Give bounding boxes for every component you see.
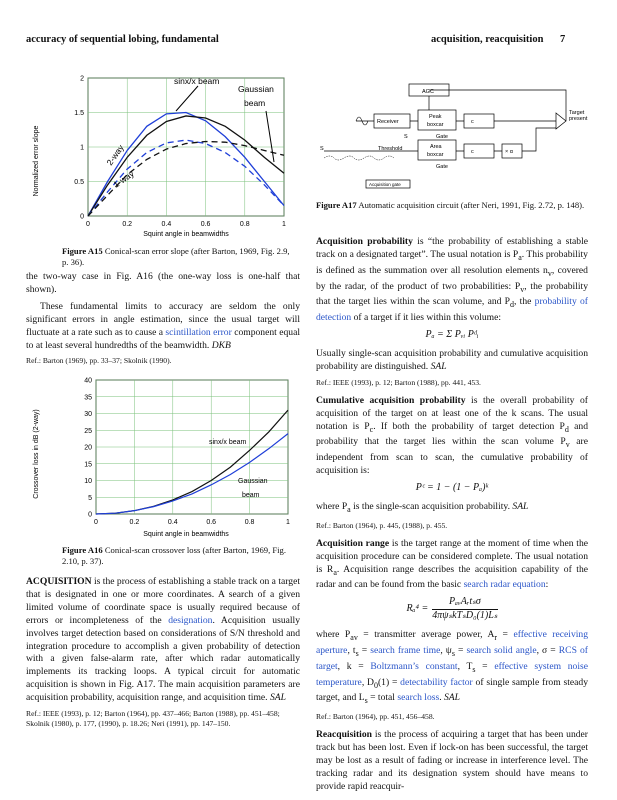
- a17-alpha: × α: [505, 149, 513, 155]
- c16-xtick-label: 0.6: [206, 519, 217, 526]
- c16-xtick-label: 0.4: [167, 519, 178, 526]
- term-acquisition-probability: Acquisition probability: [316, 236, 413, 247]
- term-acquisition-range: Acquisition range: [316, 537, 390, 549]
- acq-range-para: Acquisition range is the target range at the moment of time when the acquisition procedure can be considered complete. The usual notation is $R_a$. Acquisition range describes the acquisition capability of the radar and can be found from the basic search radar equation:: [316, 537, 589, 591]
- figure-a17-caption: [316, 200, 586, 211]
- link-detectability-factor[interactable]: detectability factor: [400, 676, 473, 688]
- c16-series-1: [96, 434, 288, 514]
- c16-ytick-label: 0: [88, 511, 92, 519]
- c16-xtick-label: 0.2: [129, 519, 140, 526]
- left-column-lower: [26, 576, 300, 736]
- a15-arrow-sinx: [176, 86, 198, 111]
- left-ref2: Ref.: IEEE (1993), p. 12; Barton (1964), pp. 437–466; Barton (1988), pp. 451–458; Skolnik (1980), p. 177, (1990), p. 18.26; Neri (1991), pp. 147–150.: [26, 709, 280, 729]
- a17-threshold: Threshold: [378, 146, 403, 152]
- c15-xtick-label: 0.6: [200, 221, 211, 228]
- c15-xtick-label: 0.8: [239, 221, 250, 228]
- a16-label-gaussian: Gaussian: [238, 478, 268, 485]
- c15-ytick-label: 1.5: [74, 110, 84, 117]
- a16-caption-label: Figure A16: [62, 545, 103, 555]
- c16-ytick-label: 15: [84, 461, 92, 469]
- c15-xtick-label: 1: [282, 221, 286, 228]
- right-ref5: Ref.: Barton (1964), pp. 451, 456–458.: [316, 712, 435, 722]
- a17-receiver: Receiver: [377, 119, 399, 125]
- link-rcs[interactable]: RCS of target: [316, 644, 588, 672]
- c16-ytick-label: 35: [84, 394, 92, 402]
- a17-s2: S: [320, 146, 324, 152]
- a17-acq-gate: Acquisition gate: [369, 182, 401, 187]
- c16-ytick-label: 20: [84, 444, 92, 452]
- link-search-frame-time[interactable]: search frame time: [370, 644, 441, 656]
- a17-area-boxcar: boxcar: [427, 152, 444, 158]
- c16-ytick-label: 40: [84, 377, 92, 385]
- a17-peak: Peak: [429, 114, 442, 120]
- figure-a16-chart: [26, 376, 296, 540]
- link-probability-of-detection[interactable]: probability of detection: [316, 296, 588, 324]
- figure-a15-chart: [26, 66, 296, 241]
- acq-range-where: where $P_{av}$ = transmitter average power, $A_r$ = effective receiving aperture, $t_s$ = search frame time, $\psi_s$ = search solid angle, σ = RCS of target, k = Boltzmann’s constant, $T_s$ = effective system noise temperature, $D_0(1)$ = detectability factor of single sample from steady target, and $L_s$ = total search loss. SAL: [316, 629, 588, 706]
- acq-probability-para: Acquisition probability is “the probability of establishing a stable track on a designated target”. The usual notation is $P_a$. This probability is defined as the summation over all resolution elements $n_v$, covered by the radar, of the product of two probabilities: $P_v$, the probability that the target lies within the scan volume, and $P_d$, the probability of detection of a target if it lies within this volume:: [316, 236, 589, 324]
- a16-caption-text: Conical-scan crossover loss (after Barton, 1969, Fig. 2.10, p. 37).: [62, 545, 286, 566]
- a17-gate1: Gate: [436, 134, 448, 140]
- page-number: 7: [560, 34, 566, 45]
- c16-ytick-label: 30: [84, 411, 92, 418]
- figure-a17-diagram: [316, 78, 598, 196]
- figure-a15-caption: [62, 246, 292, 268]
- c15-xtick-label: 0: [86, 221, 90, 228]
- a15-caption-label: Figure A15: [62, 246, 103, 256]
- link-search-loss[interactable]: search loss: [397, 692, 440, 704]
- c15-ytick-label: 2: [80, 75, 84, 83]
- a16-ylabel: Crossover loss in dB (2-way): [33, 409, 40, 499]
- a17-s1: S: [404, 134, 408, 140]
- a16-label-beam: beam: [242, 492, 260, 499]
- c15-xtick-label: 0.2: [122, 221, 133, 228]
- link-noise-temperature[interactable]: effective system noise temperature: [316, 660, 588, 688]
- a17-gate2: Gate: [436, 164, 448, 170]
- a16-label-sinx: sinx/x beam: [209, 439, 247, 446]
- c15-ytick-label: 0: [80, 213, 84, 221]
- a15-ylabel: Normalized error slope: [33, 125, 40, 197]
- a17-area: Area: [430, 144, 442, 150]
- equation-acq-range: Rₐ⁴ = PₐᵥAᵣtₛσ 4πψₛkTₛD₀(1)Lₛ: [406, 596, 498, 622]
- c15-ytick-label: 0.5: [74, 179, 84, 186]
- c15-xtick-label: 0.4: [161, 221, 172, 228]
- acquisition-para: ACQUISITION is the process of establishing a stable track on a target that is designated in one or more coordinates. A search of a given limited volume of coordinate space is usually required because of errors or incompleteness of the designation. Acquisition usually involves target detection based on considerations of S/N threshold and integration procedure to accomplish a given probability of detection with a given false-alarm rate, after which radar automatically implements its tracking loops. A typical circuit for automatic acquisition is shown in Fig. A17. The main acquisition parameters are acquisition probability, acquisition range, and acquisition time. SAL: [26, 576, 301, 704]
- cumulative-para: Cumulative acquisition probability is the overall probability of acquisition of the target on at least one of the k scans. The usual notation is $P_c$. If both the probability of target detection $P_d$ and probability that the target lies within the scan volume $P_v$ are independent from scan to scan, the cumulative probability of acquisition is:: [316, 394, 588, 477]
- right-column: [316, 236, 588, 798]
- a17-target: Target: [569, 110, 585, 116]
- a17-c2: c: [471, 149, 474, 155]
- running-header-right: acquisition, reacquisition: [431, 34, 544, 45]
- a17-target-present: present: [569, 116, 588, 122]
- a17-caption-text: Automatic acquisition circuit (after Neri, 1991, Fig. 2.72, p. 148).: [358, 200, 585, 210]
- a17-agc: AGC: [422, 89, 434, 95]
- acq-probability-para2: Usually single-scan acquisition probability and cumulative acquisition probability are distinguished. SAL: [316, 347, 588, 372]
- right-ref4: Ref.: Barton (1964), p. 445, (1988), p. 455.: [316, 520, 448, 530]
- a15-label-beam: beam: [244, 98, 266, 108]
- left-ref1: Ref.: Barton (1969), pp. 33–37; Skolnik (1990).: [26, 356, 172, 366]
- equation-acq-probability: Pₐ = Σ Pᵥᵢ Pᵈᵢ: [425, 329, 479, 341]
- c16-ytick-label: 25: [84, 427, 92, 435]
- c15-series-0: [88, 113, 284, 217]
- reacquisition-para: Reacquisition is the process of acquiring a target that has been under track but has been lost. Even if lock-on has been successful, the target may be lost as a result of fading or increase in interference level. The tracking radar and its designation system should have means to provide rapid reacquir-: [316, 729, 588, 792]
- c16-xtick-label: 0.8: [244, 519, 255, 526]
- left-para1: the two-way case in Fig. A16 (the one-way loss is one-half that shown).: [26, 271, 300, 295]
- term-acquisition: ACQUISITION: [26, 576, 92, 587]
- cumulative-para2: where $P_a$ is the single-scan acquisition probability. SAL: [316, 500, 529, 514]
- link-search-radar-equation[interactable]: search radar equation: [463, 579, 546, 591]
- running-header-left: accuracy of sequential lobing, fundamental: [26, 34, 219, 45]
- link-search-solid-angle[interactable]: search solid angle: [466, 644, 537, 656]
- term-reacquisition: Reacquisition: [316, 729, 372, 741]
- c16-ytick-label: 10: [84, 478, 92, 485]
- equation-cumulative: Pᶜ = 1 − (1 − Pₐ)ᵏ: [415, 482, 489, 494]
- left-para2: These fundamental limits to accuracy are seldom the only significant errors in angle estimation, since the usual target will fluctuate at a rate such as to cause a scintillation error component equal to at least several hundredths of the beamwidth. DKB: [26, 300, 301, 351]
- link-boltzmann[interactable]: Boltzmann’s constant: [370, 660, 458, 672]
- link-effective-aperture[interactable]: effective receiving aperture: [316, 629, 588, 656]
- figure-a16-caption: [62, 545, 292, 567]
- c16-ytick-label: 5: [88, 494, 92, 502]
- link-designation[interactable]: designation: [168, 614, 213, 626]
- a15-xlabel: Squint angle in beamwidths: [143, 231, 229, 238]
- c16-xtick-label: 0: [94, 519, 98, 526]
- a17-caption-label: Figure A17: [316, 200, 357, 210]
- a15-label-1way: 1-way: [111, 168, 136, 190]
- a15-label-gaussian: Gaussian: [238, 84, 274, 94]
- left-column-upper: [26, 271, 300, 373]
- a17-peak-boxcar: boxcar: [427, 122, 444, 128]
- term-cumulative: Cumulative acquisition probability: [316, 394, 466, 406]
- a15-caption-text: Conical-scan error slope (after Barton, 1969, Fig. 2.9, p. 36).: [62, 246, 290, 267]
- a16-xlabel: Squint angle in beamwidths: [143, 531, 229, 538]
- a15-label-sinx: sinx/x beam: [174, 76, 220, 86]
- c16-xtick-label: 1: [286, 519, 290, 526]
- a15-label-2way: 2-way: [104, 142, 126, 168]
- c15-ytick-label: 1: [80, 144, 84, 152]
- right-ref3: Ref.: IEEE (1993), p. 12; Barton (1988), pp. 441, 453.: [316, 377, 481, 387]
- link-scintillation-error[interactable]: scintillation error: [165, 326, 232, 338]
- a17-c1: c: [471, 119, 474, 125]
- a15-arrow-gauss: [266, 111, 274, 162]
